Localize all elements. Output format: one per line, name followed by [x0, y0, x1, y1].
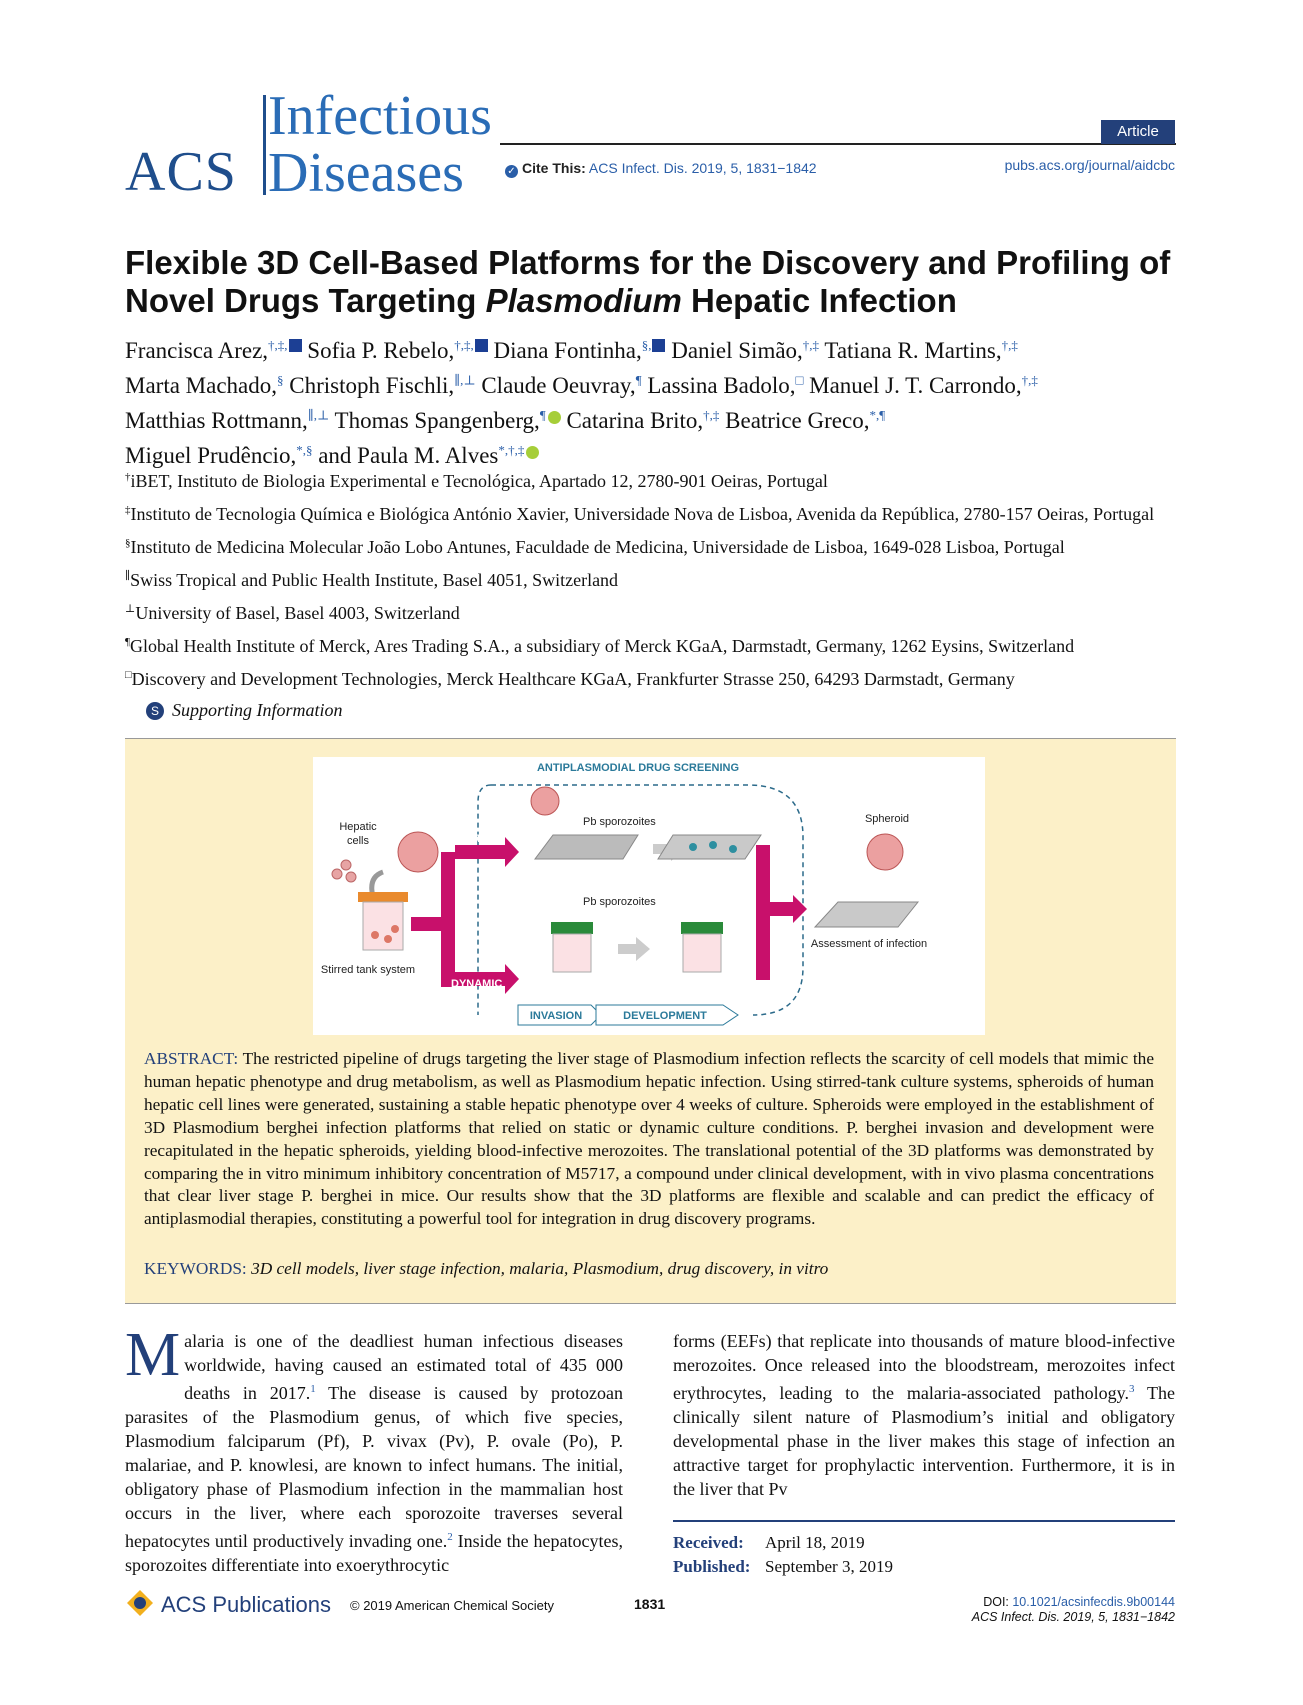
reference-link[interactable]: 2 [447, 1531, 453, 1543]
supporting-information-link[interactable]: S Supporting Information [146, 700, 343, 721]
equal-contribution-icon [289, 339, 302, 352]
abstract-text: The restricted pipeline of drugs targeting the liver stage of Plasmodium infection reflects the scarcity of cell models that mimic the human hepatic phenotype and drug metabolism, as well as Plasmodium hepatic infection. Using stirred-tank culture systems, spheroids of human hepatic cell lines were generated, sustaining a stable hepatic phenotype over 4 weeks of culture. Spheroids were employed in the establishment of 3D Plasmodium berghei infection platforms that relied on static or dynamic culture conditions. P. berghei invasion and development were recapitulated in the hepatic spheroids, yielding blood-infective merozoites. The translational potential of the 3D platforms was demonstrated by comparing the in vitro minimum inhibitory concentration of M5717, a compound under clinical development, with in vivo plasma concentrations that clear liver stage P. berghei in mice. Our results show that the 3D platforms are flexible and scalable and can predict the efficacy of antiplasmodial therapies, constituting a powerful tool for integration in drug discovery programs. [144, 1049, 1154, 1229]
acs-logo-text: ACS [125, 141, 237, 203]
spheroid-icon [867, 834, 903, 870]
author[interactable]: Daniel Simão,†,‡ [671, 337, 820, 363]
merge-arrow [770, 895, 807, 923]
copyright: © 2019 American Chemical Society [350, 1598, 554, 1613]
pb-sporozoites-label-2: Pb sporozoites [583, 896, 656, 908]
stirred-tank-label: Stirred tank system [320, 964, 416, 976]
keywords-label: KEYWORDS: [144, 1259, 247, 1278]
author[interactable]: Miguel Prudêncio,*,§ [125, 442, 313, 469]
page-number: 1831 [634, 1596, 666, 1612]
cell-icon [332, 869, 342, 879]
author[interactable]: Sofia P. Rebelo,†,‡, [307, 338, 487, 363]
author[interactable]: Thomas Spangenberg,¶ [335, 408, 561, 433]
cell-icon [341, 860, 351, 870]
published-date: September 3, 2019 [765, 1557, 893, 1576]
dynamic-label: DYNAMIC [451, 978, 503, 990]
spheroid-icon [398, 832, 438, 872]
development-label: DEVELOPMENT [623, 1010, 707, 1022]
affiliation: ‡Instituto de Tecnologia Química e Biológica António Xavier, Universidade Nova de Lisboa, Avenida da República, 2780-157 Oeiras, Portugal [125, 504, 1155, 524]
pb-sporozoites-label: Pb sporozoites [583, 816, 656, 828]
published-label: Published: [673, 1557, 751, 1576]
journal-name-line2: Diseases [268, 142, 464, 204]
affiliation: ∥Swiss Tropical and Public Health Institute, Basel 4051, Switzerland [125, 570, 619, 590]
dates-rule [673, 1520, 1175, 1522]
merge-bracket [756, 845, 770, 980]
assessment-plate-icon [815, 902, 918, 927]
doi-link[interactable]: 10.1021/acsinfecdis.9b00144 [1012, 1595, 1175, 1609]
static-label: STATIC [455, 833, 494, 845]
assessment-label: Assessment of infection [810, 938, 928, 950]
branch-arrow [441, 852, 455, 987]
doi-block: DOI: 10.1021/acsinfecdis.9b00144 ACS Infect. Dis. 2019, 5, 1831−1842 [971, 1595, 1175, 1624]
journal-name-line1: Infectious [268, 85, 492, 147]
header-rule [500, 143, 1176, 145]
hepatic-cells-label-2: cells [346, 835, 370, 847]
equal-contribution-icon [652, 339, 665, 352]
supporting-info-icon: S [146, 702, 164, 720]
affiliation-list [125, 463, 1185, 694]
author[interactable]: Matthias Rottmann,∥,⊥ [125, 407, 330, 433]
equal-contribution-icon [475, 339, 488, 352]
keywords-text: 3D cell models, liver stage infection, malaria, Plasmodium, drug discovery, in vitro [251, 1259, 829, 1278]
spheroid-icon [531, 787, 559, 815]
reference-link[interactable]: 1 [310, 1383, 316, 1395]
branch-arrow [411, 917, 443, 931]
author[interactable]: Diana Fontinha,§, [494, 338, 666, 363]
drop-cap: M [125, 1321, 181, 1389]
toc-heading: ANTIPLASMODIAL DRUG SCREENING [536, 762, 740, 774]
cite-this[interactable] [505, 160, 817, 178]
acs-publications-logo[interactable]: ACS Publications [125, 1588, 331, 1618]
vessel-lid-icon [681, 922, 723, 934]
author[interactable]: Manuel J. T. Carrondo,†,‡ [809, 372, 1038, 398]
toc-graphic [313, 757, 985, 1035]
acs-emblem-icon [125, 1588, 155, 1618]
keywords [144, 1259, 1154, 1279]
article-title: Flexible 3D Cell-Based Platforms for the Discovery and Profiling of Novel Drugs Targeting Plasmodium Hepatic Infection [125, 244, 1171, 319]
journal-url[interactable]: pubs.acs.org/journal/aidcbc [1004, 157, 1175, 173]
author[interactable]: Lassina Badolo,□ [647, 372, 804, 398]
received-label: Received: [673, 1533, 744, 1552]
orcid-icon[interactable] [526, 446, 539, 459]
cite-label: Cite This: [522, 160, 586, 176]
affiliation: ⊥University of Basel, Basel 4003, Switzerland [125, 603, 460, 623]
vessel-icon [553, 934, 591, 972]
author[interactable]: Catarina Brito,†,‡ [566, 407, 720, 433]
cite-reference[interactable]: ACS Infect. Dis. 2019, 5, 1831−1842 [588, 160, 817, 176]
vessel-icon [683, 934, 721, 972]
author[interactable]: Christoph Fischli,∥,⊥ [289, 372, 476, 398]
tank-lid-icon [358, 892, 408, 902]
author[interactable]: and Paula M. Alves*,†,‡ [318, 443, 539, 468]
author[interactable]: Francisca Arez,†,‡, [125, 338, 302, 363]
spheroid-label: Spheroid [864, 813, 910, 825]
vessel-lid-icon [551, 922, 593, 934]
affiliation: §Instituto de Medicina Molecular João Lobo Antunes, Faculdade de Medicina, Universidade de Lisboa, 1649-028 Lisboa, Portugal [125, 537, 1065, 557]
body-column-1: Malaria is one of the deadliest human infectious diseases worldwide, having caused an estimated total of 435 000 deaths in 2017.$^1$ The disease is caused by protozoan parasites of the Plasmodium genus, of which five species, Plasmodium falciparum (Pf), P. vivax (Pv), P. ovale (Po), P. malariae, and P. knowlesi, are known to infect humans. The initial, obligatory phase of Plasmodium infection in the mammalian host occurs in the liver, where each sporozoite traverses several hepatocytes until productively invading one.$^2$ Inside the hepatocytes, sporozoites differentiate into exoerythrocytic [125, 1321, 623, 1575]
invasion-label: INVASION [529, 1010, 583, 1022]
received-date: April 18, 2019 [765, 1533, 865, 1552]
cell-icon [346, 872, 356, 882]
footer-citation: ACS Infect. Dis. 2019, 5, 1831−1842 [971, 1610, 1175, 1624]
abstract-label: ABSTRACT: [144, 1049, 239, 1068]
author[interactable]: Marta Machado,§ [125, 372, 284, 398]
affiliation: ¶Global Health Institute of Merck, Ares Trading S.A., a subsidiary of Merck KGaA, Darmstadt, Germany, 1262 Eysins, Switzerland [125, 636, 1075, 656]
author[interactable]: Tatiana R. Martins,†,‡ [824, 337, 1018, 363]
author-list [125, 330, 1185, 471]
affiliation: †iBET, Instituto de Biologia Experimental e Tecnológica, Apartado 12, 2780-901 Oeiras, Portugal [125, 471, 828, 491]
grey-arrow-icon [618, 937, 650, 961]
body-column-2: forms (EEFs) that replicate into thousands of mature blood-infective merozoites. Once released into the bloodstream, merozoites infect erythrocytes, leading to the malaria-associated pathology.$^3$ The clinically silent nature of Plasmodium’s initial and obligatory developmental phase in the liver makes this stage of infection an attractive target for prophylactic intervention. Furthermore, it is in the liver that Pv [673, 1331, 1175, 1499]
logo-divider [263, 95, 266, 195]
reference-link[interactable]: 3 [1128, 1383, 1135, 1395]
infected-plate-icon [658, 835, 761, 859]
author[interactable]: Beatrice Greco,*,¶ [725, 407, 886, 433]
plate-icon [535, 835, 638, 859]
abstract [144, 1048, 1154, 1231]
check-icon: ✓ [505, 165, 518, 178]
hepatic-cells-label: Hepatic [339, 821, 377, 833]
orcid-icon[interactable] [548, 411, 561, 424]
affiliation: □Discovery and Development Technologies, Merck Healthcare KGaA, Frankfurter Strasse 250, 64293 Darmstadt, Germany [125, 669, 1015, 689]
article-type-badge: Article [1101, 120, 1175, 144]
author[interactable]: Claude Oeuvray,¶ [481, 372, 642, 398]
article-dates [673, 1531, 893, 1579]
